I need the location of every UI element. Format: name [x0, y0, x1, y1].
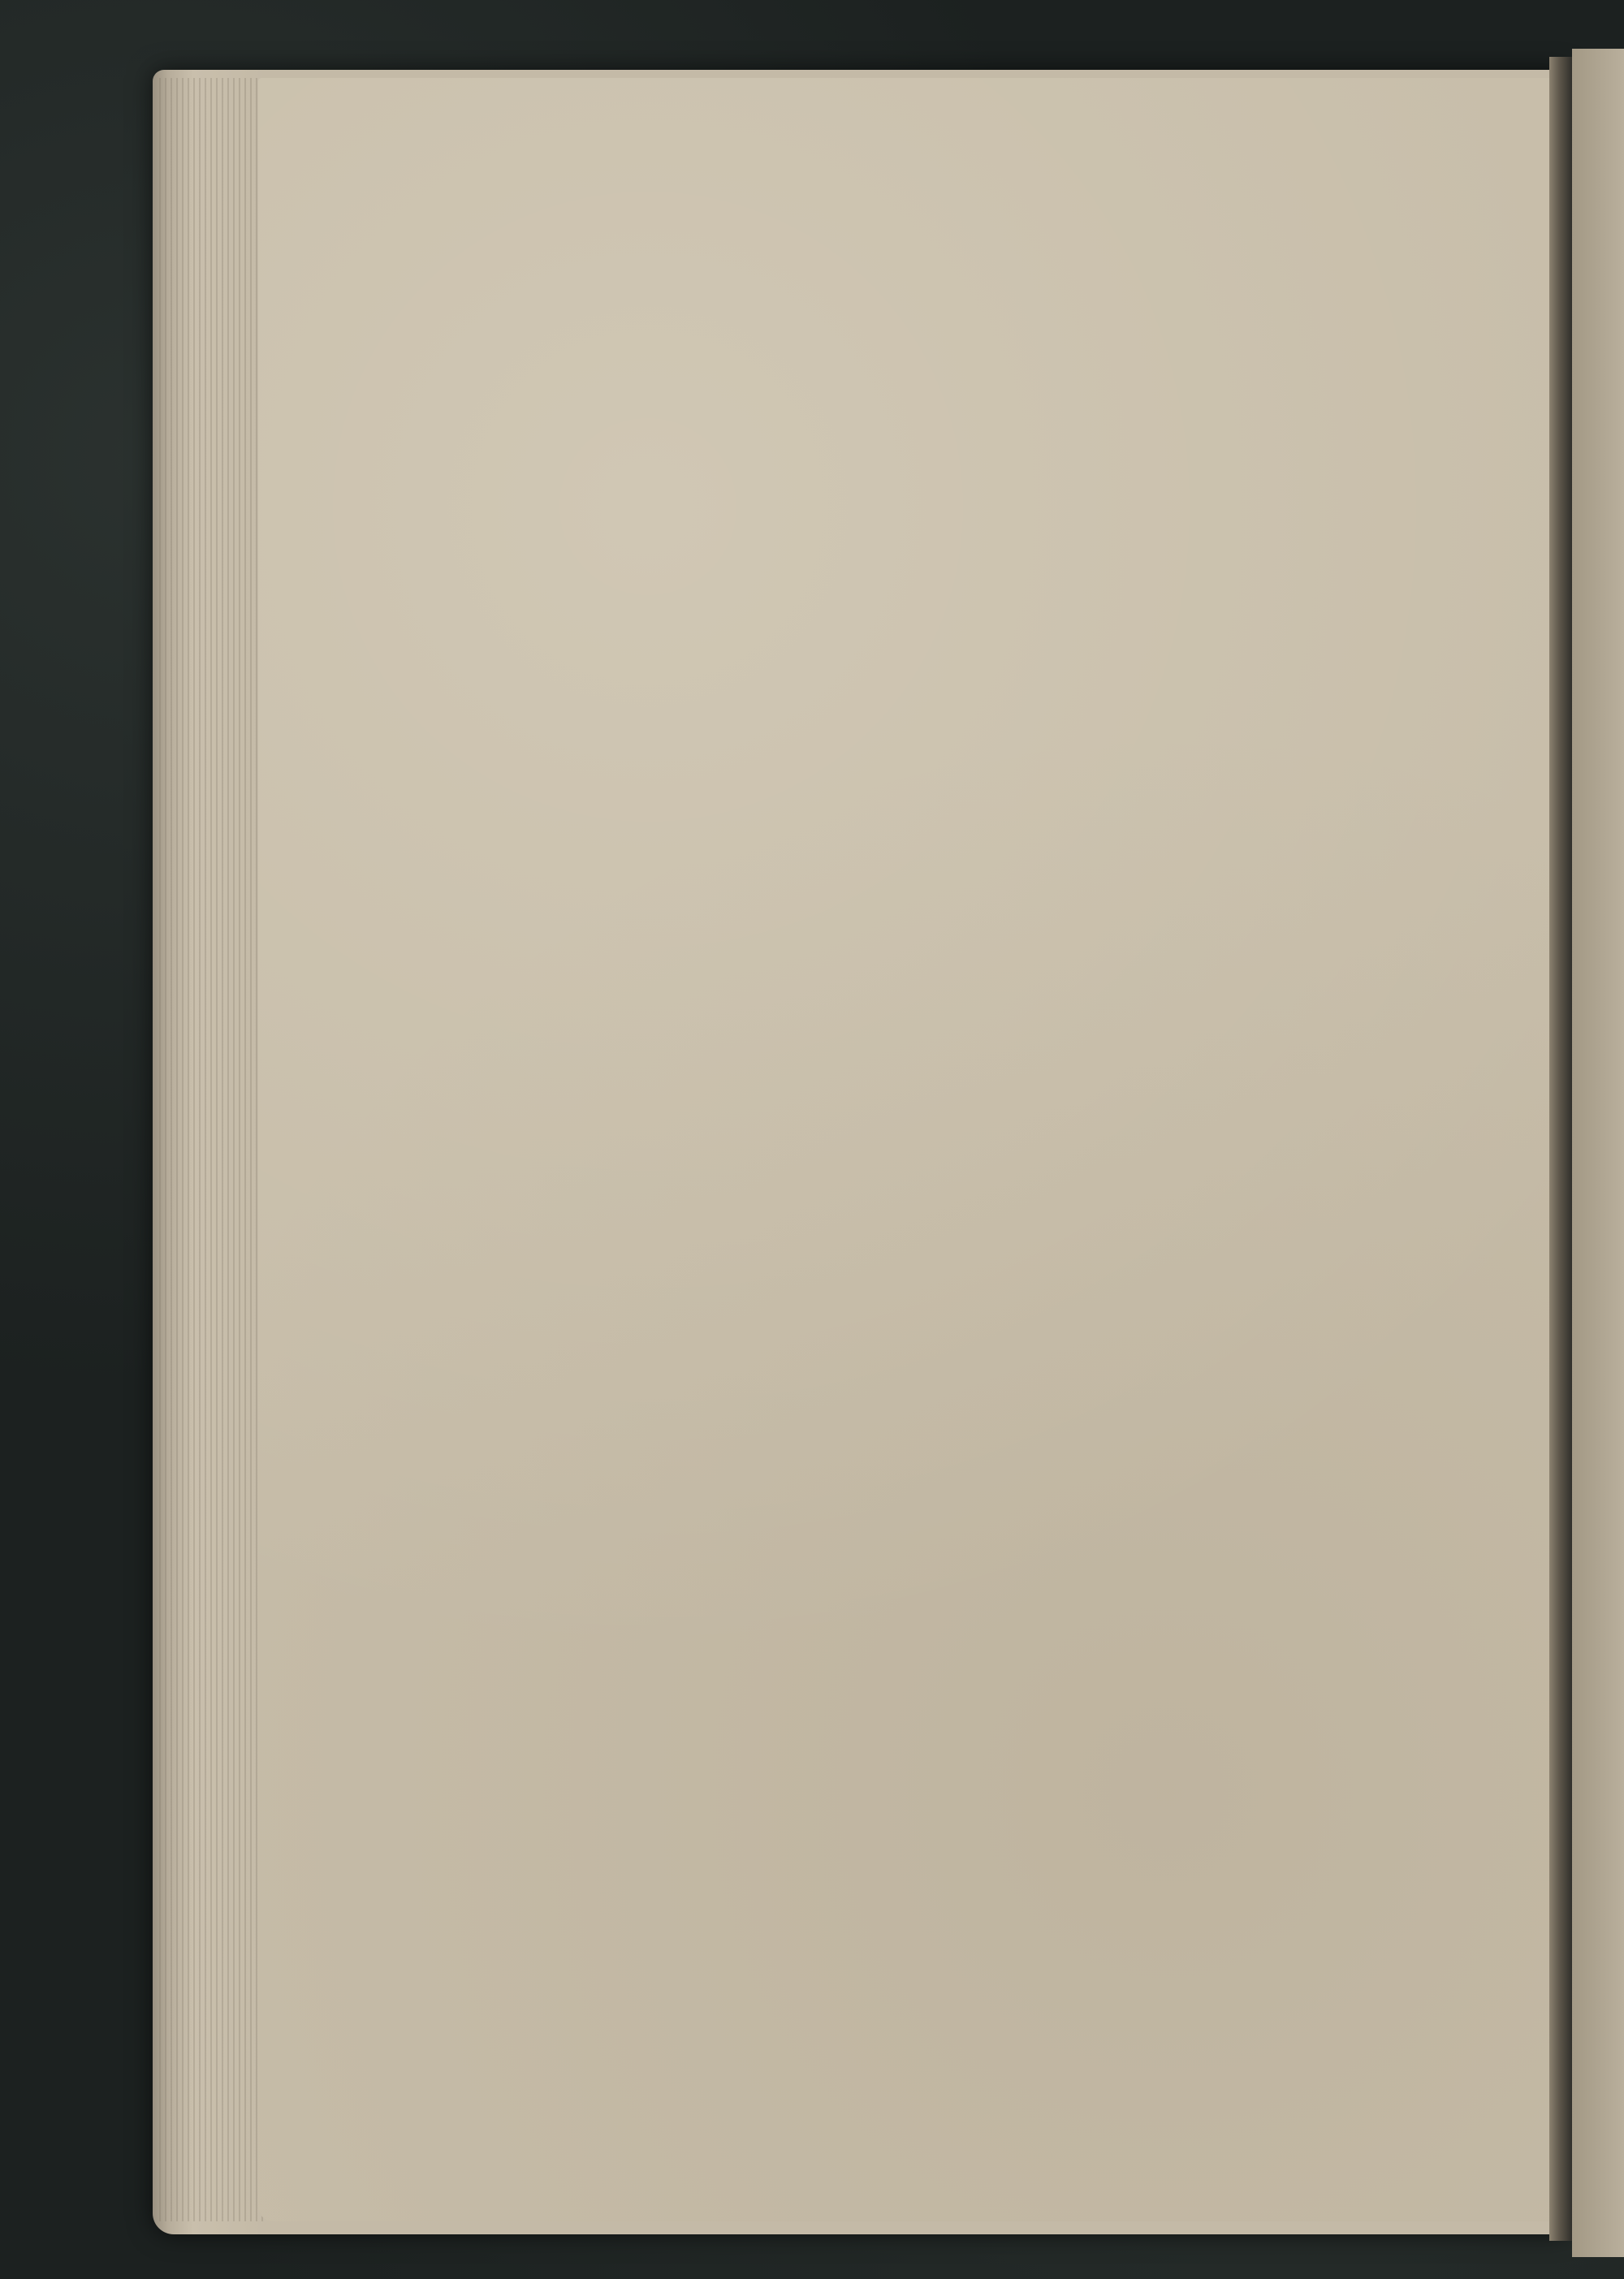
book-page — [258, 78, 1557, 2221]
page-edges — [159, 78, 265, 2221]
book-gutter — [1549, 57, 1574, 2241]
facing-page-edge — [1572, 49, 1624, 2257]
